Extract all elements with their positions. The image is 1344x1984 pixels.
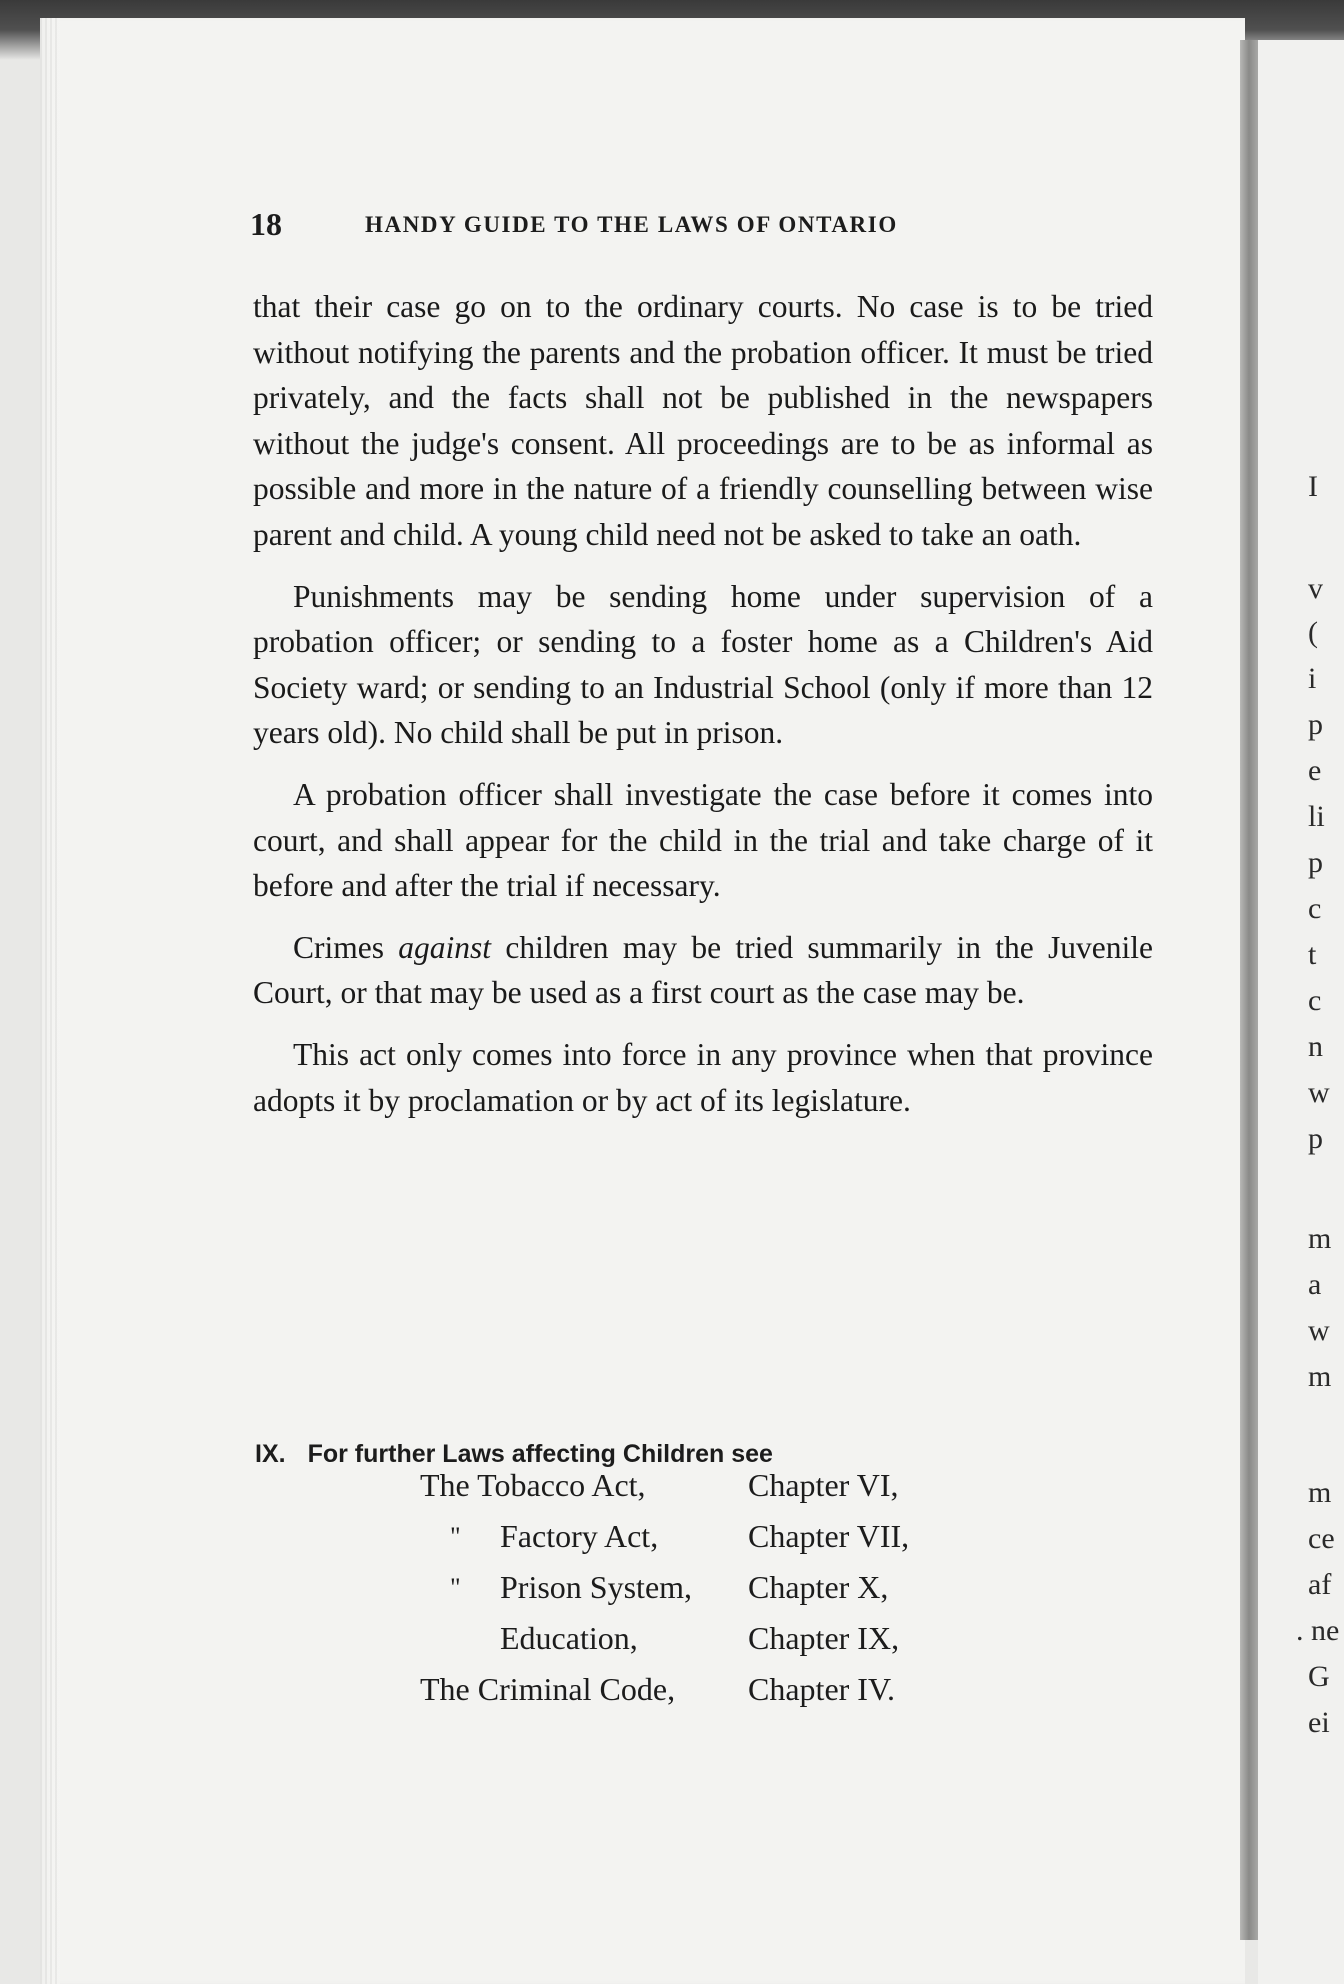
facing-fragment: ei <box>1308 1706 1330 1739</box>
ditto-mark: " <box>450 1522 461 1551</box>
reference-chapter: Chapter IV. <box>748 1671 895 1707</box>
facing-fragment: v <box>1308 572 1323 605</box>
facing-fragment: n <box>1308 1030 1323 1063</box>
book-gutter <box>1240 40 1258 1940</box>
crimes-text-end: children may be tried summarily in the Juvenile Court, or that may be used as a first court as the case may be. <box>253 929 1153 1011</box>
reference-act: The Tobacco Act, <box>420 1467 646 1503</box>
page-edge <box>40 18 60 1984</box>
page-number: 18 <box>250 206 282 242</box>
facing-fragment: c <box>1308 984 1322 1017</box>
reference-act: Factory Act, <box>500 1518 659 1554</box>
facing-fragment: G <box>1308 1660 1330 1693</box>
section-title: For further Laws affecting Children see <box>307 1440 773 1468</box>
reference-chapter: Chapter IX, <box>748 1620 900 1656</box>
facing-fragment: m <box>1308 1476 1332 1509</box>
paragraph: Punishments may be sending home under supervision of a probation officer; or sending to a foster home as a Children's Aid Society ward; or sending to an Industrial School (only if more than 12 years old). No child shall be put in prison. <box>253 578 1153 751</box>
facing-fragment: t <box>1308 938 1317 971</box>
facing-fragment: p <box>1308 846 1323 879</box>
section-number: IX. <box>255 1440 286 1468</box>
facing-fragment: m <box>1308 1360 1332 1393</box>
page-header <box>250 206 1150 246</box>
reference-chapter: Chapter VII, <box>748 1518 910 1554</box>
facing-fragment: p <box>1308 1122 1323 1155</box>
facing-fragment: p <box>1308 708 1323 741</box>
paragraph: that their case go on to the ordinary courts. No case is to be tried without notifying the parents and the probation officer. It must be tried privately, and the facts shall not be published in the newspapers without the judge's consent. All proceedings are to be as informal as possible and more in the nature of a friendly counselling between wise parent and child. A young child need not be asked to take an oath. <box>253 289 1153 552</box>
facing-fragment: c <box>1308 892 1322 925</box>
facing-page <box>1258 40 1344 1984</box>
paragraph: This act only comes into force in any province when that province adopts it by proclamation or by act of its legislature. <box>253 1036 1153 1118</box>
reference-chapter: Chapter VI, <box>748 1467 899 1503</box>
facing-fragment: m <box>1308 1222 1332 1255</box>
facing-fragment: ( <box>1308 616 1318 649</box>
paragraph-crimes <box>253 925 1153 1016</box>
paragraph: A probation officer shall investigate the case before it comes into court, and shall appear for the child in the trial and take charge of it before and after the trial if necessary. <box>253 776 1153 904</box>
facing-fragment: e <box>1308 754 1322 787</box>
ditto-mark: " <box>450 1573 461 1602</box>
crimes-text-start: Crimes <box>293 929 399 965</box>
reference-act: The Criminal Code, <box>420 1671 676 1707</box>
facing-fragment: i <box>1308 662 1317 695</box>
facing-fragment: a <box>1308 1268 1322 1301</box>
facing-fragment: w <box>1308 1314 1330 1347</box>
reference-act: Education, <box>500 1620 638 1656</box>
emphasized-word: against <box>398 929 492 965</box>
reference-act: Prison System, <box>500 1569 693 1605</box>
reference-chapter: Chapter X, <box>748 1569 889 1605</box>
running-title: HANDY GUIDE TO THE LAWS OF ONTARIO <box>365 212 898 237</box>
facing-fragment: af <box>1308 1568 1332 1601</box>
facing-fragment: ce <box>1308 1522 1335 1555</box>
facing-fragment: w <box>1308 1076 1330 1109</box>
facing-fragment: . ne <box>1296 1614 1340 1647</box>
body-text <box>253 284 1153 1139</box>
facing-fragment: li <box>1308 800 1325 833</box>
facing-fragment: I <box>1308 470 1318 503</box>
